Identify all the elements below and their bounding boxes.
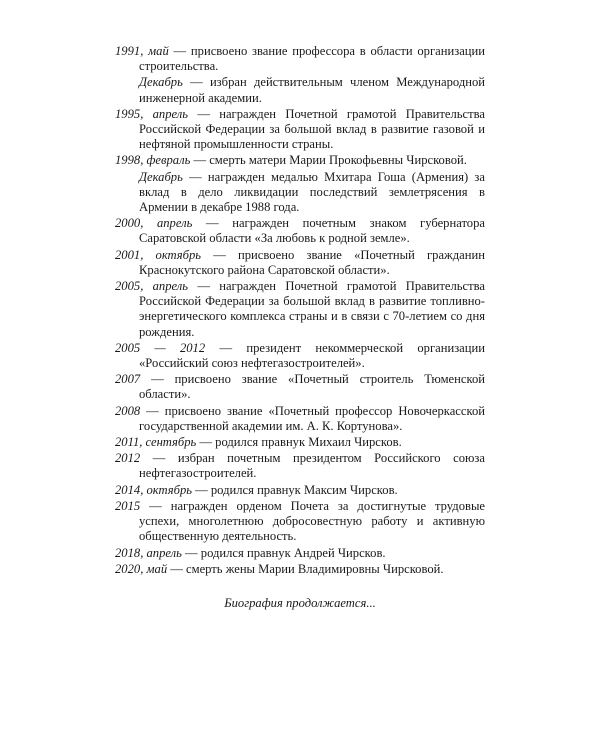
chronology-entry [115,341,485,371]
entry-date: 2014, октябрь [115,482,192,497]
entry-text: — родился правнук Андрей Чирсков. [181,545,386,560]
entry-text: — присвоено звание профессора в области организации строительства. [139,44,486,74]
entry-text: — присвоено звание «Почетный строитель Тюменской области». [139,372,485,402]
document-page [115,44,485,611]
entry-text: — президент некоммерческой организации «Российский союз нефтегазостроителей». [139,340,485,371]
entry-text: — смерть жены Марии Владимировны Чирсковой. [167,561,444,576]
entry-date: 2012 [115,451,141,466]
entry-date: 2015 [115,498,141,513]
chronology-entry [115,404,485,434]
entry-text: — награжден орденом Почета за достигнутые трудовые успехи, многолетнюю добросовестную работу и активную общественную деятельность. [139,498,485,544]
chronology-entry [115,153,485,168]
entry-date: 2001, октябрь [115,247,202,262]
entry-text: — избран действительным членом Международной инженерной академии. [139,75,485,105]
entry-text: — награжден медалью Мхитара Гоша (Армения) за вклад в дело ликвидации последствий землетрясения в Армении в декабре 1988 года. [139,169,485,215]
continuation-note: Биография продолжается... [224,595,376,610]
chronology-entry [115,435,485,450]
entry-date: 2018, апрель [115,545,182,560]
entry-text: — родился правнук Максим Чирсков. [191,482,398,497]
chronology-entry [115,372,485,402]
chronology-list [115,44,485,577]
entry-date: 2011, сентябрь [115,435,197,450]
entry-date: 2000, апрель [115,216,193,231]
entry-date: 2008 [115,403,141,418]
entry-text: — награжден Почетной грамотой Правительства Российской Федерации за большой вклад в развитие газовой и нефтяной промышленности страны. [139,106,486,152]
entry-date: 2005 — 2012 [115,340,206,355]
chronology-entry [115,546,485,561]
entry-text: — избран почетным президентом Российского союза нефтегазостроителей. [139,451,485,481]
chronology-entry [115,279,485,340]
entry-text: — родился правнук Михаил Чирсков. [196,435,402,450]
entry-date: 1995, апрель [115,106,189,121]
chronology-entry [115,483,485,498]
entry-date: 2005, апрель [115,279,189,294]
chronology-entry [115,170,485,216]
entry-date: 2007 [115,372,141,387]
entry-date: 1998, февраль [115,153,191,168]
entry-date: Декабрь [139,169,183,184]
entry-text: — присвоено звание «Почетный профессор Новочеркасской государственной академии им. А. К. Кортунова». [139,403,485,433]
entry-text: — награжден Почетной грамотой Правительства Российской Федерации за большой вклад в развитие топливно-энергетического комплекса страны и в связи с 70-летием со дня рождения. [139,279,486,339]
chronology-entry [115,451,485,481]
entry-text: — смерть матери Марии Прокофьевны Чирсковой. [190,153,467,168]
chronology-entry [115,499,485,545]
entry-date: Декабрь [139,75,183,90]
entry-date: 2020, май [115,561,168,576]
chronology-entry [115,75,485,105]
entry-date: 1991, май [115,44,169,58]
chronology-entry [115,248,485,278]
chronology-entry [115,44,485,74]
chronology-entry [115,107,485,153]
entry-text: — присвоено звание «Почетный гражданин Краснокутского района Саратовской области». [139,247,485,277]
entry-text: — награжден почетным знаком губернатора Саратовской области «За любовь к родной земле». [139,216,485,246]
chronology-entry [115,562,485,577]
chronology-entry [115,216,485,246]
